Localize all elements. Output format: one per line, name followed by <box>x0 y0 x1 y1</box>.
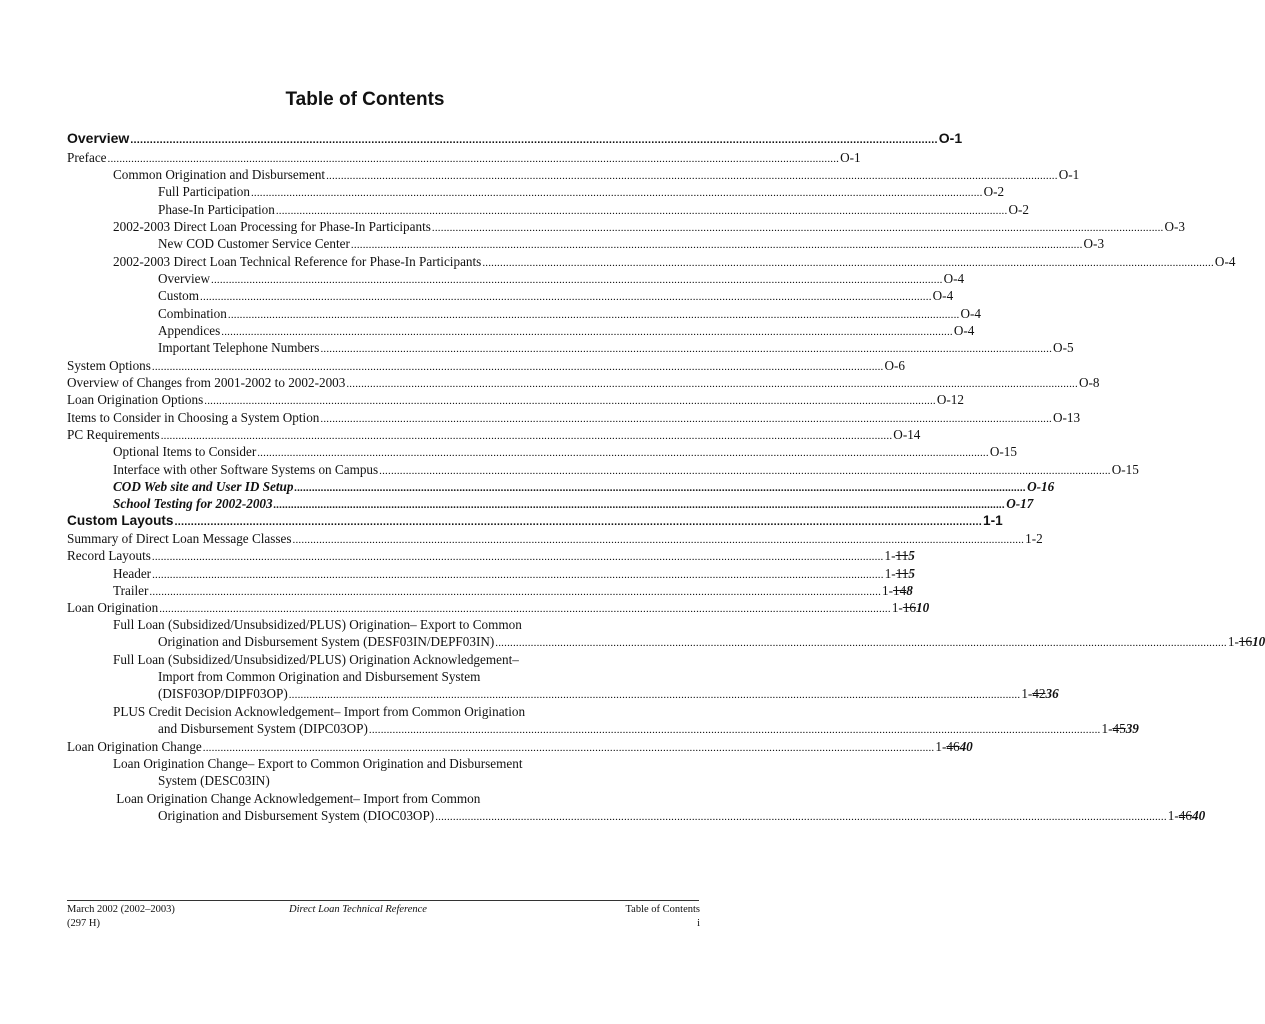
toc-entry-telephone-numbers[interactable] <box>158 339 1074 356</box>
toc-label: Phase-In Participation <box>158 202 275 217</box>
toc-entry-loan-origination-change[interactable] <box>67 738 973 755</box>
toc-page: O-4 <box>953 323 975 338</box>
toc-entry-loan-origination-options[interactable] <box>67 391 964 408</box>
page-old: 11 <box>895 566 909 581</box>
toc-label: Origination and Disbursement System (DIOC03OP) <box>158 808 435 823</box>
dot-leader: ........................................................................................................................................................................................................................................................ <box>288 689 1021 701</box>
toc-page: O-17 <box>1006 496 1034 511</box>
toc-entry-record-layouts[interactable] <box>67 547 915 564</box>
dot-leader: ........................................................................................................................................................................................................................................................ <box>221 326 953 338</box>
page-new: 40 <box>1191 808 1206 823</box>
toc-entry-overview-of-changes[interactable] <box>67 374 1100 391</box>
toc-entry-overview[interactable] <box>67 130 963 147</box>
dot-leader: ........................................................................................................................................................................................................................................................ <box>160 430 893 442</box>
dot-leader: ........................................................................................................................................................................................................................................................ <box>482 257 1214 269</box>
dot-leader: ........................................................................................................................................................................................................................................................ <box>250 187 983 199</box>
toc-label-line2: Import from Common Origination and Disbursement System <box>158 669 481 684</box>
toc-label: 2002-2003 Direct Loan Technical Reference for Phase-In Participants <box>113 254 482 269</box>
toc-entry-header[interactable] <box>113 565 915 582</box>
dot-leader: ........................................................................................................................................................................................................................................................ <box>227 309 960 321</box>
toc-label: Custom <box>158 288 200 303</box>
toc-entry-optional-items[interactable] <box>113 443 1017 460</box>
page-prefix: 1- <box>884 566 896 581</box>
dot-leader: ........................................................................................................................................................................................................................................................ <box>151 551 884 563</box>
page-prefix: 1- <box>1021 686 1033 701</box>
dot-leader: ........................................................................................................................................................................................................................................................ <box>107 153 840 165</box>
toc-label: and Disbursement System (DIPC03OP) <box>158 721 368 736</box>
toc-page: O-5 <box>1053 340 1074 355</box>
toc-page <box>882 582 913 599</box>
toc-page: O-8 <box>1078 375 1100 390</box>
page-prefix: 1- <box>1227 634 1239 649</box>
dot-leader: ........................................................................................................................................................................................................................................................ <box>200 291 932 303</box>
toc-entry-custom[interactable] <box>158 287 954 304</box>
page-new: 10 <box>916 600 930 615</box>
toc-page: O-4 <box>932 288 954 303</box>
toc-label: Loan Origination <box>67 600 159 615</box>
toc-page: 1-2 <box>1025 531 1043 546</box>
toc-label: Loan Origination Change <box>67 739 202 754</box>
toc-entry-preface[interactable] <box>67 149 861 166</box>
dot-leader: ........................................................................................................................................................................................................................................................ <box>273 499 1006 511</box>
toc-entry-change-export[interactable] <box>113 755 655 789</box>
dot-leader: ........................................................................................................................................................................................................................................................ <box>435 811 1167 823</box>
footer-code: (297 H) <box>67 918 100 929</box>
toc-entry-trailer[interactable] <box>113 582 913 599</box>
toc-page: O-2 <box>1008 202 1029 217</box>
page-new: 8 <box>906 583 913 598</box>
toc-label: Overview <box>158 271 210 286</box>
toc-entry-full-participation[interactable] <box>158 183 1005 200</box>
toc-page: O-2 <box>983 184 1005 199</box>
dot-leader: ........................................................................................................................................................................................................................................................ <box>379 465 1111 477</box>
dot-leader: ........................................................................................................................................................................................................................................................ <box>174 516 983 528</box>
dot-leader: ........................................................................................................................................................................................................................................................ <box>326 170 1058 182</box>
toc-page <box>935 738 972 755</box>
page-old: 16 <box>1238 634 1253 649</box>
toc-page <box>1228 633 1265 650</box>
toc-entry-change-ack[interactable] <box>113 790 1206 824</box>
toc-page: O-12 <box>936 392 964 407</box>
toc-label-line1: Loan Origination Change– Export to Common Origination and Disbursement <box>113 756 523 771</box>
page-prefix: 1- <box>884 548 896 563</box>
toc-label: Interface with other Software Systems on Campus <box>113 462 379 477</box>
toc-label-line1: Full Loan (Subsidized/Unsubsidized/PLUS) Origination Acknowledgement– <box>113 652 519 667</box>
page-title: Table of Contents <box>285 89 445 110</box>
toc-page: O-15 <box>1111 462 1139 477</box>
toc-label: Loan Origination Options <box>67 392 204 407</box>
dot-leader: ........................................................................................................................................................................................................................................................ <box>346 378 1078 390</box>
toc-entry-dl-processing[interactable] <box>113 218 1186 235</box>
toc-page <box>884 547 914 564</box>
page-prefix: 1- <box>1101 721 1113 736</box>
toc-label: Custom Layouts <box>67 513 174 528</box>
toc-label: Full Participation <box>158 184 250 199</box>
toc-label: Overview <box>67 130 130 146</box>
toc-entry-custom-layouts[interactable] <box>67 512 1003 529</box>
toc-entry-sub-overview[interactable] <box>158 270 965 287</box>
toc-entry-message-classes[interactable] <box>67 530 1043 547</box>
page-new: 10 <box>1252 634 1265 649</box>
dot-leader: ........................................................................................................................................................................................................................................................ <box>495 637 1227 649</box>
page-new: 39 <box>1125 721 1139 736</box>
toc-label: School Testing for 2002-2003 <box>113 496 273 511</box>
dot-leader: ........................................................................................................................................................................................................................................................ <box>152 569 884 581</box>
dot-leader: ........................................................................................................................................................................................................................................................ <box>130 134 938 146</box>
dot-leader: ........................................................................................................................................................................................................................................................ <box>204 395 936 407</box>
page-old: 46 <box>946 739 960 754</box>
dot-leader: ........................................................................................................................................................................................................................................................ <box>292 534 1025 546</box>
toc-page <box>1168 807 1205 824</box>
toc-page: O-1 <box>1058 167 1080 182</box>
toc-entry-plus-credit[interactable] <box>113 703 1139 737</box>
page-old: 11 <box>895 548 909 563</box>
dot-leader: ........................................................................................................................................................................................................................................................ <box>211 274 943 286</box>
toc-label: Items to Consider in Choosing a System Option <box>67 410 320 425</box>
dot-leader: ........................................................................................................................................................................................................................................................ <box>320 343 1053 355</box>
footer-section: Table of Contents <box>625 904 700 915</box>
toc-page: O-16 <box>1027 479 1055 494</box>
page-new: 40 <box>959 739 973 754</box>
toc-page <box>885 565 915 582</box>
toc-label: COD Web site and User ID Setup <box>113 479 294 494</box>
footer-page-number: i <box>697 918 700 929</box>
toc-entry-loan-origination[interactable] <box>67 599 930 616</box>
dot-leader: ........................................................................................................................................................................................................................................................ <box>149 586 882 598</box>
page-new: 36 <box>1045 686 1059 701</box>
dot-leader: ........................................................................................................................................................................................................................................................ <box>151 361 884 373</box>
toc-page: O-4 <box>960 306 981 321</box>
dot-leader: ........................................................................................................................................................................................................................................................ <box>320 413 1053 425</box>
toc-page: O-4 <box>943 271 965 286</box>
toc-entry-phase-in-participation[interactable] <box>158 201 1029 218</box>
toc-label: Common Origination and Disbursement <box>113 167 326 182</box>
dot-leader: ........................................................................................................................................................................................................................................................ <box>202 742 935 754</box>
toc-entry-appendices[interactable] <box>158 322 975 339</box>
toc-page <box>1102 720 1139 737</box>
page-old: 45 <box>1112 721 1126 736</box>
page-prefix: 1- <box>1167 808 1179 823</box>
toc-entry-items-to-consider[interactable] <box>67 409 1081 426</box>
toc-page: O-1 <box>840 150 861 165</box>
toc-label: PC Requirements <box>67 427 160 442</box>
toc-label: System Options <box>67 358 151 373</box>
toc-label: Summary of Direct Loan Message Classes <box>67 531 292 546</box>
toc-label: Important Telephone Numbers <box>158 340 320 355</box>
toc-label: Appendices <box>158 323 221 338</box>
page-prefix: 1- <box>935 739 947 754</box>
toc-label: Trailer <box>113 583 149 598</box>
toc-label: Record Layouts <box>67 548 151 563</box>
toc-label: Overview of Changes from 2001-2002 to 2002-2003 <box>67 375 346 390</box>
toc-label: New COD Customer Service Center <box>158 236 350 251</box>
toc-entry-interface-software[interactable] <box>113 461 1139 478</box>
toc-entry-full-loan-export[interactable] <box>113 616 1265 650</box>
footer-divider <box>67 900 699 901</box>
toc-label: Optional Items to Consider <box>113 444 257 459</box>
toc-page: O-15 <box>989 444 1017 459</box>
toc-entry-pc-requirements[interactable] <box>67 426 921 443</box>
toc-label: (DISF03OP/DIPF03OP) <box>158 686 288 701</box>
toc-page: O-4 <box>1214 254 1236 269</box>
toc-page <box>892 599 929 616</box>
toc-entry-technical-reference[interactable] <box>113 253 1236 270</box>
toc-page: O-14 <box>893 427 921 442</box>
toc-page: O-3 <box>1164 219 1186 234</box>
page-new: 5 <box>908 548 915 563</box>
dot-leader: ........................................................................................................................................................................................................................................................ <box>350 239 1083 251</box>
dot-leader: ........................................................................................................................................................................................................................................................ <box>159 603 891 615</box>
toc-page: 1-1 <box>983 513 1003 528</box>
footer-date: March 2002 (2002–2003) <box>67 904 175 915</box>
page-old: 14 <box>893 583 907 598</box>
toc-page: O-3 <box>1083 236 1105 251</box>
toc-label-line1: PLUS Credit Decision Acknowledgement– Import from Common Origination <box>113 704 526 719</box>
toc-page <box>1021 685 1058 702</box>
toc-entry-system-options[interactable] <box>67 357 906 374</box>
toc-entry-school-testing[interactable] <box>113 495 1034 512</box>
toc-label: Combination <box>158 306 227 321</box>
page-prefix: 1- <box>882 583 894 598</box>
toc-entry-customer-service[interactable] <box>158 235 1105 252</box>
toc-label-line1: Loan Origination Change Acknowledgement– Import from Common <box>113 791 481 806</box>
page-old: 46 <box>1178 808 1192 823</box>
page-new: 5 <box>908 566 915 581</box>
toc-entry-common-origination[interactable] <box>113 166 1080 183</box>
toc-label: Preface <box>67 150 107 165</box>
toc-entry-cod-web-site[interactable] <box>113 478 1055 495</box>
toc-entry-full-loan-ack[interactable] <box>113 651 1059 702</box>
footer-doc-title: Direct Loan Technical Reference <box>289 904 427 915</box>
page-old: 16 <box>902 600 916 615</box>
toc-page: O-13 <box>1053 410 1081 425</box>
dot-leader: ........................................................................................................................................................................................................................................................ <box>368 724 1101 736</box>
dot-leader: ........................................................................................................................................................................................................................................................ <box>257 447 989 459</box>
toc-entry-combination[interactable] <box>158 305 981 322</box>
dot-leader: ........................................................................................................................................................................................................................................................ <box>431 222 1164 234</box>
toc-page: O-6 <box>884 358 906 373</box>
dot-leader: ........................................................................................................................................................................................................................................................ <box>275 205 1008 217</box>
toc-label: Header <box>113 566 152 581</box>
toc-label: 2002-2003 Direct Loan Processing for Phase-In Participants <box>113 219 431 234</box>
page-prefix: 1- <box>891 600 903 615</box>
toc-label: Origination and Disbursement System (DESF03IN/DEPF03IN) <box>158 634 495 649</box>
dot-leader: ........................................................................................................................................................................................................................................................ <box>294 482 1027 494</box>
toc-label-line1: Full Loan (Subsidized/Unsubsidized/PLUS) Origination– Export to Common <box>113 617 522 632</box>
toc-page: O-1 <box>938 130 963 146</box>
page-old: 42 <box>1032 686 1046 701</box>
toc-label-line2: System (DESC03IN) <box>158 773 270 788</box>
